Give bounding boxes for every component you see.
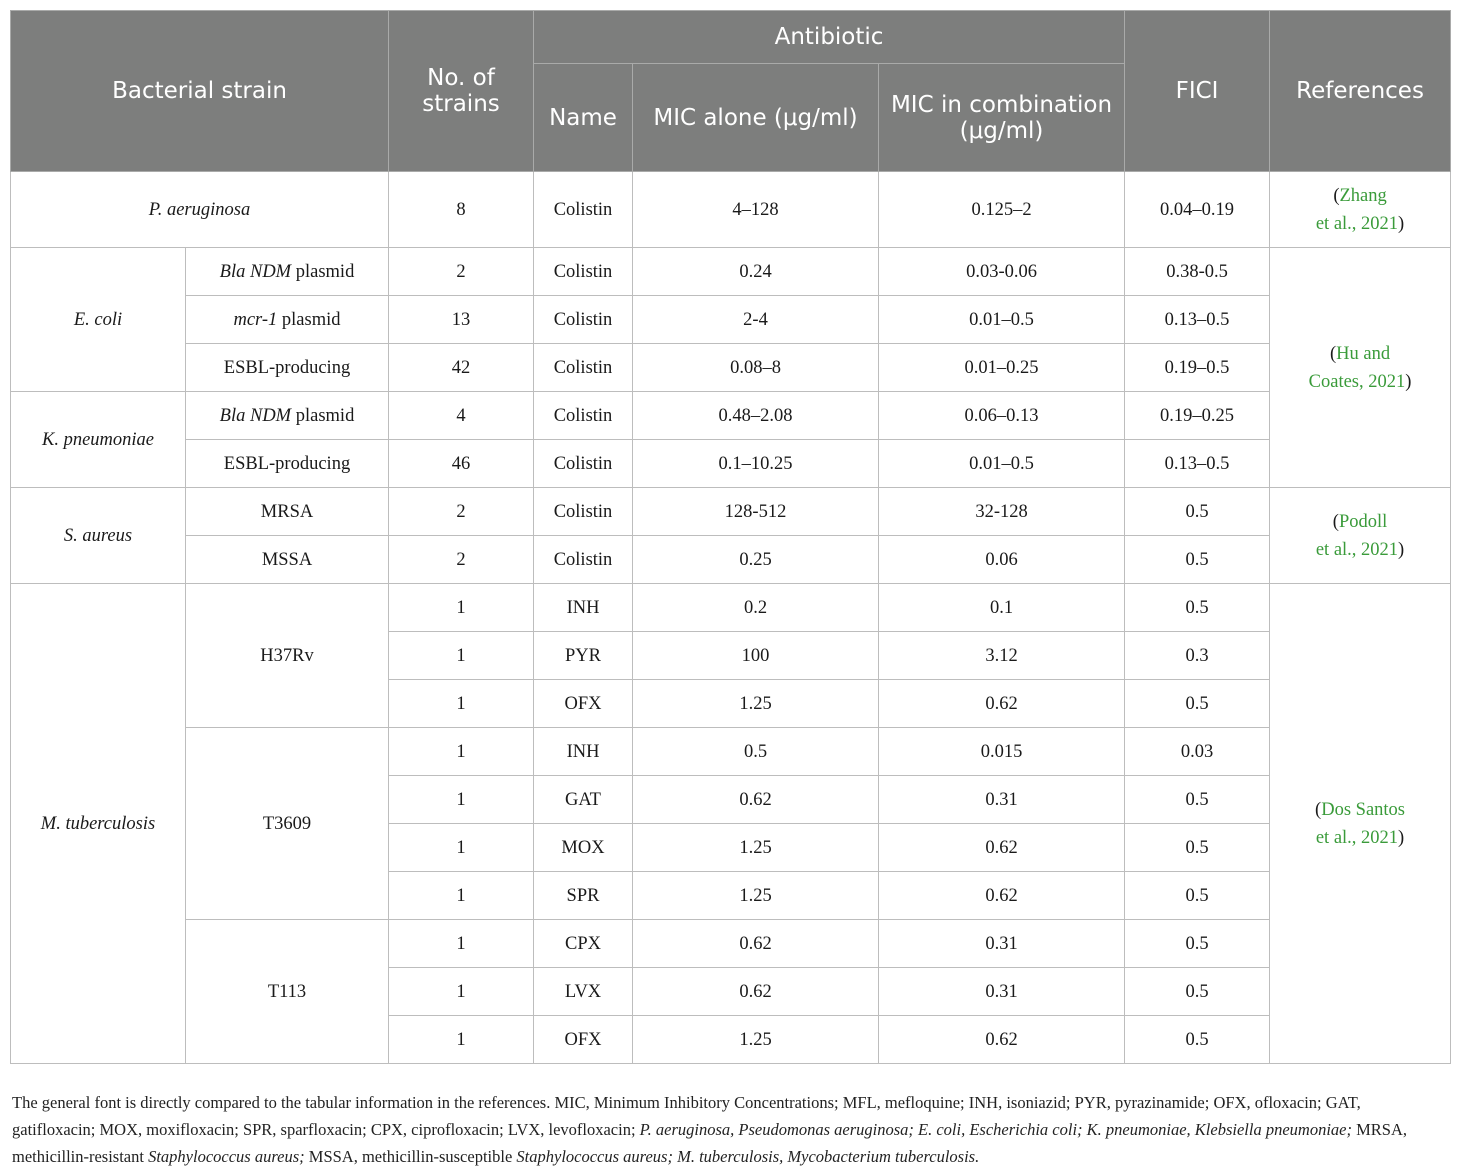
mic-alone-cell: 1.25 <box>633 1016 879 1064</box>
strain-count-cell: 1 <box>389 584 534 632</box>
species-cell: K. pneumoniae <box>11 392 186 488</box>
antibiotic-name-cell: Colistin <box>534 248 633 296</box>
strain-type-cell: ESBL-producing <box>186 440 389 488</box>
reference-link[interactable]: Dos Santos <box>1321 799 1405 820</box>
fici-cell: 0.3 <box>1125 632 1270 680</box>
results-table <box>10 10 1451 1064</box>
mic-combination-cell: 0.31 <box>879 920 1125 968</box>
header-references: References <box>1270 11 1451 172</box>
mic-alone-cell: 2-4 <box>633 296 879 344</box>
table-footnote: The general font is directly compared to the tabular information in the references. MIC, Minimum Inhibitory Concentrations; MFL, mefloquine; INH, isoniazid; PYR, pyrazinamide; OFX, ofloxacin; GAT, gatifloxacin; MOX, moxifloxacin; SPR, sparfloxacin; CPX, ciprofloxacin; LVX, levofloxacin; P. aeruginosa, Pseudomonas aeruginosa; E. coli, Escherichia coli; K. pneumoniae, Klebsiella pneumoniae; MRSA, methicillin-resistant Staphylococcus aureus; MSSA, methicillin-susceptible Staphylococcus aureus; M. tuberculosis, Mycobacterium tuberculosis. <box>12 1092 1408 1166</box>
strain-count-cell: 1 <box>389 728 534 776</box>
antibiotic-name-cell: MOX <box>534 824 633 872</box>
table-row <box>11 728 1451 776</box>
table-row <box>11 392 1451 440</box>
antibiotic-name-cell: CPX <box>534 920 633 968</box>
mic-combination-cell: 0.31 <box>879 968 1125 1016</box>
antibiotic-name-cell: Colistin <box>534 536 633 584</box>
strain-type-cell: mcr-1 plasmid <box>186 296 389 344</box>
antibiotic-name-cell: Colistin <box>534 296 633 344</box>
fici-cell: 0.03 <box>1125 728 1270 776</box>
species-cell: M. tuberculosis <box>11 584 186 1064</box>
fici-cell: 0.5 <box>1125 920 1270 968</box>
strain-count-cell: 2 <box>389 536 534 584</box>
reference-link[interactable]: Coates, 2021 <box>1308 371 1406 392</box>
reference-link[interactable]: Zhang <box>1339 185 1387 206</box>
reference-cell: (Podoll et al., 2021) <box>1270 488 1451 584</box>
fici-cell: 0.5 <box>1125 824 1270 872</box>
strain-count-cell: 42 <box>389 344 534 392</box>
mic-alone-cell: 4–128 <box>633 172 879 248</box>
fici-cell: 0.19–0.5 <box>1125 344 1270 392</box>
species-cell: E. coli <box>11 248 186 392</box>
mic-combination-cell: 0.31 <box>879 776 1125 824</box>
mic-combination-cell: 0.01–0.5 <box>879 440 1125 488</box>
reference-link[interactable]: et al., 2021 <box>1315 539 1399 560</box>
header-no-of-strains: No. of strains <box>389 11 534 172</box>
strain-count-cell: 1 <box>389 1016 534 1064</box>
strain-count-cell: 1 <box>389 632 534 680</box>
mic-combination-cell: 3.12 <box>879 632 1125 680</box>
strain-type-cell: Bla NDM plasmid <box>186 392 389 440</box>
mic-combination-cell: 0.1 <box>879 584 1125 632</box>
table-row <box>11 296 1451 344</box>
header-antibiotic: Antibiotic <box>534 11 1125 64</box>
strain-count-cell: 1 <box>389 824 534 872</box>
strain-count-cell: 46 <box>389 440 534 488</box>
reference-link[interactable]: et al., 2021 <box>1315 213 1399 234</box>
strain-type-cell: MSSA <box>186 536 389 584</box>
strain-type-cell: T113 <box>186 920 389 1064</box>
reference-cell: (Hu and Coates, 2021) <box>1270 248 1451 488</box>
mic-alone-cell: 0.25 <box>633 536 879 584</box>
mic-combination-cell: 0.62 <box>879 680 1125 728</box>
mic-alone-cell: 0.08–8 <box>633 344 879 392</box>
reference-cell: (Dos Santos et al., 2021) <box>1270 584 1451 1064</box>
antibiotic-name-cell: Colistin <box>534 440 633 488</box>
strain-type-cell: T3609 <box>186 728 389 920</box>
header-name: Name <box>534 64 633 172</box>
antibiotic-name-cell: OFX <box>534 1016 633 1064</box>
fici-cell: 0.19–0.25 <box>1125 392 1270 440</box>
mic-alone-cell: 0.5 <box>633 728 879 776</box>
species-cell: P. aeruginosa <box>11 172 389 248</box>
mic-combination-cell: 0.125–2 <box>879 172 1125 248</box>
mic-alone-cell: 1.25 <box>633 872 879 920</box>
reference-link[interactable]: Podoll <box>1338 511 1388 532</box>
fici-cell: 0.38-0.5 <box>1125 248 1270 296</box>
antibiotic-name-cell: Colistin <box>534 392 633 440</box>
mic-alone-cell: 0.62 <box>633 776 879 824</box>
mic-combination-cell: 0.03-0.06 <box>879 248 1125 296</box>
table-row <box>11 440 1451 488</box>
mic-alone-cell: 0.1–10.25 <box>633 440 879 488</box>
reference-cell: (Zhang et al., 2021) <box>1270 172 1451 248</box>
strain-count-cell: 1 <box>389 968 534 1016</box>
table-row <box>11 536 1451 584</box>
mic-alone-cell: 0.62 <box>633 968 879 1016</box>
header-mic-combination: MIC in combination (μg/ml) <box>879 64 1125 172</box>
strain-type-cell: ESBL-producing <box>186 344 389 392</box>
antibiotic-name-cell: LVX <box>534 968 633 1016</box>
mic-combination-cell: 0.015 <box>879 728 1125 776</box>
antibiotic-name-cell: PYR <box>534 632 633 680</box>
table-row <box>11 172 1451 248</box>
strain-type-cell: MRSA <box>186 488 389 536</box>
antibiotic-name-cell: SPR <box>534 872 633 920</box>
fici-cell: 0.13–0.5 <box>1125 296 1270 344</box>
mic-combination-cell: 0.01–0.5 <box>879 296 1125 344</box>
strain-type-cell: Bla NDM plasmid <box>186 248 389 296</box>
mic-combination-cell: 0.62 <box>879 824 1125 872</box>
strain-type-cell: H37Rv <box>186 584 389 728</box>
species-cell: S. aureus <box>11 488 186 584</box>
strain-count-cell: 1 <box>389 680 534 728</box>
antibiotic-name-cell: Colistin <box>534 488 633 536</box>
mic-combination-cell: 0.62 <box>879 872 1125 920</box>
mic-combination-cell: 0.06–0.13 <box>879 392 1125 440</box>
table-row <box>11 344 1451 392</box>
strain-count-cell: 13 <box>389 296 534 344</box>
mic-combination-cell: 0.06 <box>879 536 1125 584</box>
mic-alone-cell: 128-512 <box>633 488 879 536</box>
table-row <box>11 488 1451 536</box>
strain-count-cell: 1 <box>389 872 534 920</box>
fici-cell: 0.04–0.19 <box>1125 172 1270 248</box>
fici-cell: 0.5 <box>1125 776 1270 824</box>
antibiotic-name-cell: OFX <box>534 680 633 728</box>
fici-cell: 0.5 <box>1125 1016 1270 1064</box>
fici-cell: 0.5 <box>1125 680 1270 728</box>
fici-cell: 0.5 <box>1125 584 1270 632</box>
table-row <box>11 584 1451 632</box>
mic-alone-cell: 0.48–2.08 <box>633 392 879 440</box>
table-row <box>11 248 1451 296</box>
mic-combination-cell: 0.62 <box>879 1016 1125 1064</box>
fici-cell: 0.13–0.5 <box>1125 440 1270 488</box>
antibiotic-name-cell: INH <box>534 728 633 776</box>
strain-count-cell: 1 <box>389 776 534 824</box>
antibiotic-name-cell: GAT <box>534 776 633 824</box>
mic-alone-cell: 1.25 <box>633 824 879 872</box>
mic-combination-cell: 32-128 <box>879 488 1125 536</box>
strain-count-cell: 1 <box>389 920 534 968</box>
strain-count-cell: 4 <box>389 392 534 440</box>
reference-link[interactable]: et al., 2021 <box>1315 827 1399 848</box>
mic-combination-cell: 0.01–0.25 <box>879 344 1125 392</box>
mic-alone-cell: 100 <box>633 632 879 680</box>
mic-alone-cell: 0.2 <box>633 584 879 632</box>
strain-count-cell: 8 <box>389 172 534 248</box>
antibiotic-name-cell: Colistin <box>534 172 633 248</box>
mic-alone-cell: 0.62 <box>633 920 879 968</box>
fici-cell: 0.5 <box>1125 488 1270 536</box>
antibiotic-name-cell: INH <box>534 584 633 632</box>
fici-cell: 0.5 <box>1125 536 1270 584</box>
fici-cell: 0.5 <box>1125 872 1270 920</box>
mic-alone-cell: 0.24 <box>633 248 879 296</box>
mic-alone-cell: 1.25 <box>633 680 879 728</box>
reference-link[interactable]: Hu and <box>1336 343 1391 364</box>
fici-cell: 0.5 <box>1125 968 1270 1016</box>
header-fici: FICI <box>1125 11 1270 172</box>
header-mic-alone: MIC alone (μg/ml) <box>633 64 879 172</box>
strain-count-cell: 2 <box>389 248 534 296</box>
antibiotic-name-cell: Colistin <box>534 344 633 392</box>
table-row <box>11 920 1451 968</box>
header-bacterial-strain: Bacterial strain <box>11 11 389 172</box>
strain-count-cell: 2 <box>389 488 534 536</box>
